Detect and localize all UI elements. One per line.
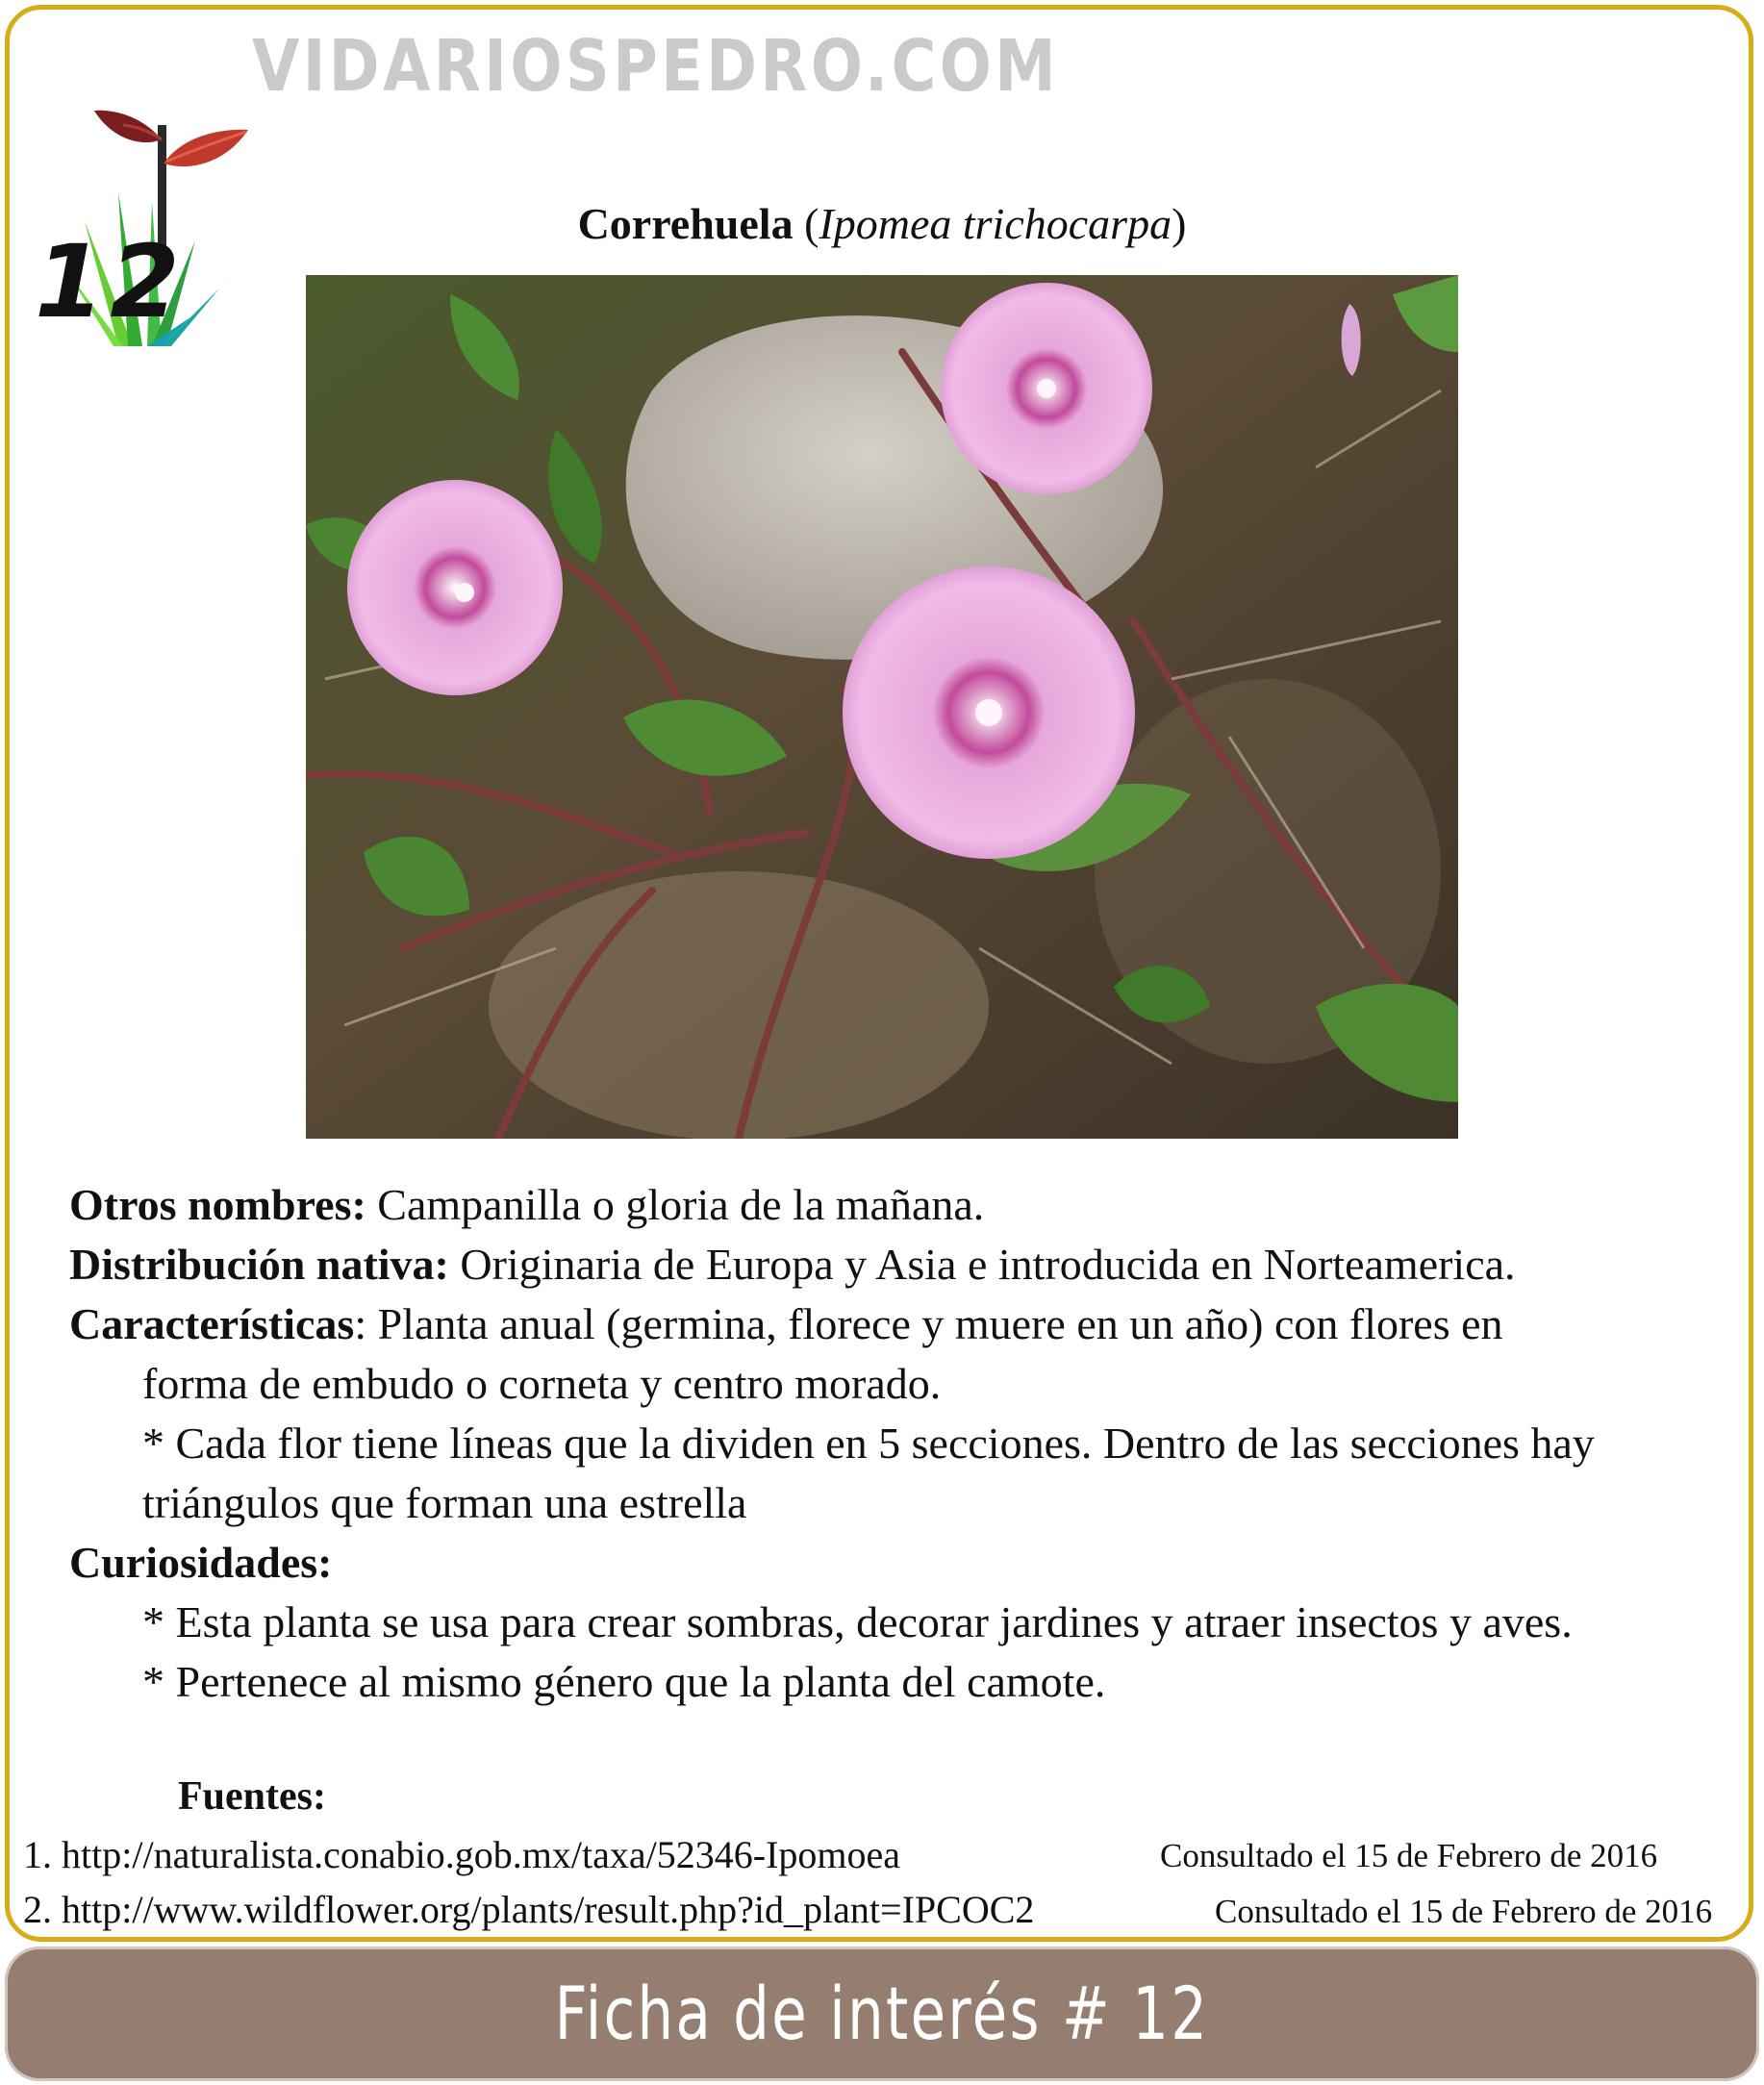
sheet-number-badge: 12 — [35, 223, 186, 340]
common-name: Correhuela — [577, 199, 794, 248]
flower-photo — [306, 275, 1458, 1139]
sources-heading: Fuentes: — [178, 1774, 326, 1819]
caracteristicas — [69, 1294, 1743, 1354]
info-section — [69, 1175, 1743, 1712]
caracteristicas-label: Características — [69, 1299, 355, 1348]
distribucion-nativa — [69, 1235, 1743, 1294]
site-name[interactable]: VIDARIOSPEDRO.COM — [252, 25, 1060, 108]
otros-label: Otros nombres: — [69, 1180, 366, 1229]
otros-nombres — [69, 1175, 1743, 1235]
distribucion-label: Distribución nativa: — [69, 1240, 449, 1289]
source-date-1: Consultado el 15 de Febrero de 2016 — [1160, 1837, 1658, 1874]
caracteristicas-note-2: triángulos que forman una estrella — [142, 1478, 747, 1527]
source-date-2: Consultado el 15 de Febrero de 2016 — [1215, 1893, 1713, 1930]
open-paren: ( — [804, 199, 819, 248]
scientific-name: Ipomea trichocarpa — [819, 199, 1172, 248]
curiosidad-2: * Pertenece al mismo género que la planta del camote. — [142, 1657, 1106, 1706]
caracteristicas-continuation: forma de embudo o corneta y centro morado. — [142, 1359, 942, 1408]
source-link-1[interactable]: 1. http://naturalista.conabio.gob.mx/taxa/52346-Ipomoea — [23, 1833, 901, 1876]
footer-title: Ficha de interés # 12 — [554, 1971, 1210, 2056]
distribucion-value: Originaria de Europa y Asia e introducida en Norteamerica. — [448, 1240, 1516, 1289]
caracteristicas-value: : Planta anual (germina, florece y muere en un año) con flores en — [354, 1299, 1503, 1348]
curiosidades-heading — [69, 1533, 1743, 1593]
caracteristicas-note-1: * Cada flor tiene líneas que la dividen en 5 secciones. Dentro de las secciones hay — [142, 1419, 1595, 1468]
close-paren: ) — [1172, 199, 1187, 248]
plant-title — [0, 198, 1764, 249]
curiosidades-label: Curiosidades: — [69, 1538, 333, 1587]
footer-banner — [5, 1947, 1759, 2081]
otros-value: Campanilla o gloria de la mañana. — [365, 1180, 985, 1229]
curiosidad-1: * Esta planta se usa para crear sombras, decorar jardines y atraer insectos y aves. — [142, 1597, 1573, 1646]
source-link-2[interactable]: 2. http://www.wildflower.org/plants/result.php?id_plant=IPCOC2 — [23, 1888, 1035, 1931]
